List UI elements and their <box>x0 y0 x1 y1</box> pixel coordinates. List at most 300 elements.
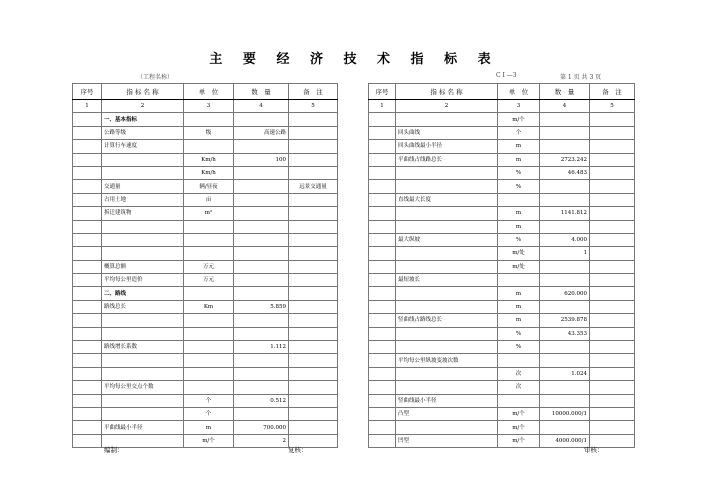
indicator-name-cell: 回头曲线 <box>396 126 498 139</box>
unit-cell: m <box>498 220 540 233</box>
table-row <box>73 341 338 354</box>
quantity-cell: 4000.000/1 <box>540 434 590 447</box>
quantity-cell <box>540 260 590 273</box>
row-index-cell <box>369 434 396 447</box>
row-index-cell <box>369 207 396 220</box>
row-index-cell <box>73 434 102 447</box>
row-index-cell <box>369 421 396 434</box>
unit-cell: 万元 <box>184 260 234 273</box>
remark-cell <box>590 140 635 153</box>
row-index-cell <box>73 126 102 139</box>
unit-cell <box>184 220 234 233</box>
remark-cell <box>289 166 338 179</box>
row-index-cell <box>73 300 102 313</box>
quantity-cell <box>540 274 590 287</box>
table-row <box>369 354 635 367</box>
column-number: 2 <box>102 100 184 113</box>
header-cell: 单 位 <box>498 84 540 100</box>
row-index-cell <box>73 233 102 246</box>
unit-cell: Km/h <box>184 153 234 166</box>
remark-cell <box>590 327 635 340</box>
quantity-cell: 10000.000/1 <box>540 407 590 420</box>
unit-cell <box>184 247 234 260</box>
row-index-cell <box>369 113 396 126</box>
header-cell: 序号 <box>73 84 102 100</box>
table-row <box>73 153 338 166</box>
indicator-name-cell: 拆迁建筑物 <box>102 207 184 220</box>
unit-cell: m/个 <box>184 434 234 447</box>
table-row <box>73 421 338 434</box>
quantity-cell: 100 <box>234 153 289 166</box>
unit-cell: Km/h <box>184 166 234 179</box>
unit-cell: % <box>498 341 540 354</box>
unit-cell <box>498 394 540 407</box>
indicator-name-cell: 公路等级 <box>102 126 184 139</box>
indicator-name-cell <box>396 220 498 233</box>
remark-cell <box>590 260 635 273</box>
quantity-cell <box>234 287 289 300</box>
table-row <box>73 381 338 394</box>
indicator-name-cell: 凸型 <box>396 407 498 420</box>
remark-cell <box>590 341 635 354</box>
row-index-cell <box>73 180 102 193</box>
remark-cell <box>289 367 338 380</box>
quantity-cell: 1141.812 <box>540 207 590 220</box>
row-index-cell <box>369 126 396 139</box>
quantity-cell: 2539.878 <box>540 314 590 327</box>
quantity-cell <box>234 233 289 246</box>
page-info: 第 1 页 共 3 页 <box>560 74 602 81</box>
table-row <box>73 220 338 233</box>
remark-cell <box>590 193 635 206</box>
remark-cell <box>289 113 338 126</box>
unit-cell <box>184 341 234 354</box>
unit-cell: m/个 <box>498 434 540 447</box>
remark-cell <box>590 180 635 193</box>
table-row <box>369 233 635 246</box>
quantity-cell <box>540 113 590 126</box>
column-number-row <box>73 100 338 113</box>
unit-cell: m <box>498 140 540 153</box>
quantity-cell <box>234 140 289 153</box>
document-code: C I —3 <box>496 72 517 79</box>
remark-cell <box>289 207 338 220</box>
row-index-cell <box>369 354 396 367</box>
indicator-name-cell: 竖曲线占路线总长 <box>396 314 498 327</box>
quantity-cell <box>234 274 289 287</box>
table-row <box>369 367 635 380</box>
table-row <box>369 260 635 273</box>
unit-cell: m <box>498 153 540 166</box>
unit-cell: m <box>498 207 540 220</box>
quantity-cell: 高速公路 <box>234 126 289 139</box>
row-index-cell <box>73 247 102 260</box>
unit-cell <box>184 327 234 340</box>
row-index-cell <box>73 341 102 354</box>
unit-cell: 个 <box>184 407 234 420</box>
remark-cell <box>289 247 338 260</box>
row-index-cell <box>369 314 396 327</box>
column-number: 5 <box>590 100 635 113</box>
table-row <box>73 327 338 340</box>
remark-cell <box>590 367 635 380</box>
indicator-name-cell: 二、路线 <box>102 287 184 300</box>
unit-cell <box>498 354 540 367</box>
table-row <box>73 274 338 287</box>
indicator-name-cell <box>102 166 184 179</box>
quantity-cell: 2723.242 <box>540 153 590 166</box>
unit-cell: 辆/昼夜 <box>184 180 234 193</box>
unit-cell <box>184 354 234 367</box>
row-index-cell <box>369 381 396 394</box>
indicator-name-cell: 概算总额 <box>102 260 184 273</box>
quantity-cell <box>234 207 289 220</box>
row-index-cell <box>73 381 102 394</box>
remark-cell <box>590 421 635 434</box>
row-index-cell <box>369 327 396 340</box>
table-row <box>73 367 338 380</box>
footer-auditor: 审核： <box>584 446 604 454</box>
row-index-cell <box>369 367 396 380</box>
table-row <box>369 287 635 300</box>
table-row <box>73 140 338 153</box>
quantity-cell <box>234 381 289 394</box>
quantity-cell <box>234 260 289 273</box>
unit-cell: m² <box>184 207 234 220</box>
unit-cell: % <box>498 327 540 340</box>
remark-cell <box>289 421 338 434</box>
remark-cell <box>590 381 635 394</box>
header-cell: 序号 <box>369 84 396 100</box>
quantity-cell <box>540 354 590 367</box>
row-index-cell <box>369 274 396 287</box>
table-row <box>369 247 635 260</box>
quantity-cell <box>234 220 289 233</box>
unit-cell: m/个 <box>498 113 540 126</box>
table-row <box>73 193 338 206</box>
row-index-cell <box>369 166 396 179</box>
table-row <box>369 166 635 179</box>
indicator-name-cell <box>396 260 498 273</box>
remark-cell <box>590 247 635 260</box>
row-index-cell <box>73 166 102 179</box>
quantity-cell <box>540 220 590 233</box>
column-number: 1 <box>73 100 102 113</box>
indicator-name-cell <box>396 287 498 300</box>
table-row <box>73 207 338 220</box>
remark-cell <box>590 354 635 367</box>
row-index-cell <box>73 421 102 434</box>
indicator-name-cell <box>102 247 184 260</box>
unit-cell: m <box>498 314 540 327</box>
table-header <box>369 84 635 100</box>
indicator-name-cell: 凹型 <box>396 434 498 447</box>
indicator-name-cell: 计算行车速度 <box>102 140 184 153</box>
quantity-cell: 1.112 <box>234 341 289 354</box>
row-index-cell <box>73 327 102 340</box>
table-row <box>369 193 635 206</box>
quantity-cell <box>540 140 590 153</box>
unit-cell <box>184 367 234 380</box>
table-row <box>369 113 635 126</box>
table-row <box>369 274 635 287</box>
remark-cell <box>289 394 338 407</box>
quantity-cell <box>234 314 289 327</box>
indicator-name-cell: 回头曲线最小半径 <box>396 140 498 153</box>
remark-cell <box>590 314 635 327</box>
project-name-label: （工程名称） <box>137 74 174 81</box>
unit-cell: m/个 <box>498 407 540 420</box>
indicator-name-cell: 路线总长 <box>102 300 184 313</box>
table-row <box>73 300 338 313</box>
quantity-cell <box>234 327 289 340</box>
unit-cell: 次 <box>498 381 540 394</box>
unit-cell: % <box>498 233 540 246</box>
quantity-cell: 0.512 <box>234 394 289 407</box>
table-row <box>369 327 635 340</box>
unit-cell: 个 <box>498 126 540 139</box>
unit-cell: m <box>184 421 234 434</box>
indicator-table-left <box>72 83 338 448</box>
table-row <box>369 314 635 327</box>
remark-cell <box>289 287 338 300</box>
remark-cell <box>590 274 635 287</box>
indicator-name-cell <box>396 421 498 434</box>
header-cell: 单 位 <box>184 84 234 100</box>
quantity-cell <box>540 341 590 354</box>
remark-cell <box>289 381 338 394</box>
indicator-name-cell <box>102 314 184 327</box>
table-row <box>73 354 338 367</box>
header-cell: 指 标 名 称 <box>102 84 184 100</box>
row-index-cell <box>369 394 396 407</box>
row-index-cell <box>73 394 102 407</box>
row-index-cell <box>73 314 102 327</box>
indicator-name-cell <box>396 247 498 260</box>
column-number: 1 <box>369 100 396 113</box>
row-index-cell <box>73 207 102 220</box>
header-cell: 指 标 名 称 <box>396 84 498 100</box>
quantity-cell <box>540 381 590 394</box>
column-number: 4 <box>234 100 289 113</box>
indicator-name-cell <box>102 407 184 420</box>
quantity-cell: 1 <box>540 247 590 260</box>
table-row <box>73 287 338 300</box>
remark-cell <box>590 153 635 166</box>
indicator-table-right <box>368 83 635 448</box>
header-cell: 备 注 <box>590 84 635 100</box>
remark-cell <box>289 274 338 287</box>
row-index-cell <box>73 354 102 367</box>
row-index-cell <box>369 407 396 420</box>
unit-cell: m <box>498 300 540 313</box>
unit-cell <box>498 274 540 287</box>
remark-cell <box>289 260 338 273</box>
table-row <box>73 394 338 407</box>
quantity-cell <box>234 113 289 126</box>
table-row <box>369 341 635 354</box>
quantity-cell <box>234 407 289 420</box>
indicator-name-cell: 路线增长系数 <box>102 341 184 354</box>
table-row <box>369 407 635 420</box>
row-index-cell <box>369 287 396 300</box>
quantity-cell: 2 <box>234 434 289 447</box>
remark-cell <box>590 126 635 139</box>
remark-cell <box>289 233 338 246</box>
unit-cell: m/处 <box>498 247 540 260</box>
unit-cell <box>498 193 540 206</box>
remark-cell <box>289 354 338 367</box>
indicator-name-cell: 平均每公里纵坡变坡次数 <box>396 354 498 367</box>
row-index-cell <box>369 300 396 313</box>
quantity-cell <box>540 193 590 206</box>
unit-cell: % <box>498 180 540 193</box>
table-row <box>73 113 338 126</box>
quantity-cell <box>234 367 289 380</box>
unit-cell: m <box>498 287 540 300</box>
remark-cell <box>289 220 338 233</box>
table-row <box>369 180 635 193</box>
row-index-cell <box>73 153 102 166</box>
indicator-name-cell <box>396 166 498 179</box>
remark-cell <box>590 166 635 179</box>
remark-cell <box>590 207 635 220</box>
indicator-name-cell <box>102 354 184 367</box>
header-cell: 数 量 <box>234 84 289 100</box>
column-number-row <box>369 100 635 113</box>
indicator-name-cell <box>396 341 498 354</box>
indicator-name-cell: 平曲线占线路总长 <box>396 153 498 166</box>
quantity-cell <box>234 180 289 193</box>
header-cell: 备 注 <box>289 84 338 100</box>
row-index-cell <box>73 193 102 206</box>
table-row <box>369 421 635 434</box>
column-number: 3 <box>498 100 540 113</box>
indicator-name-cell: 最大纵坡 <box>396 233 498 246</box>
quantity-cell: 620.000 <box>540 287 590 300</box>
row-index-cell <box>369 180 396 193</box>
page-title: 主 要 经 济 技 术 指 标 表 <box>209 52 499 67</box>
indicator-name-cell: 交通量 <box>102 180 184 193</box>
row-index-cell <box>369 260 396 273</box>
unit-cell: 级 <box>184 126 234 139</box>
table-row <box>369 207 635 220</box>
table-row <box>73 166 338 179</box>
remark-cell <box>590 300 635 313</box>
indicator-name-cell <box>102 220 184 233</box>
remark-cell <box>590 394 635 407</box>
row-index-cell <box>73 274 102 287</box>
quantity-cell <box>234 193 289 206</box>
row-index-cell <box>369 220 396 233</box>
unit-cell <box>184 287 234 300</box>
indicator-name-cell <box>396 113 498 126</box>
row-index-cell <box>369 153 396 166</box>
row-index-cell <box>369 193 396 206</box>
row-index-cell <box>369 233 396 246</box>
indicator-name-cell: 一、基本指标 <box>102 113 184 126</box>
table-row <box>73 247 338 260</box>
footer-compiler: 编制： <box>104 446 124 454</box>
table-row <box>73 260 338 273</box>
table-row <box>369 300 635 313</box>
quantity-cell: 5.859 <box>234 300 289 313</box>
row-index-cell <box>369 140 396 153</box>
indicator-name-cell: 平均每公里造价 <box>102 274 184 287</box>
unit-cell: m/个 <box>498 421 540 434</box>
footer-reviewer: 复核： <box>288 446 308 454</box>
quantity-cell <box>540 180 590 193</box>
column-number: 5 <box>289 100 338 113</box>
indicator-name-cell: 直线最大长度 <box>396 193 498 206</box>
table-row <box>369 140 635 153</box>
indicator-name-cell: 平均每公里交点个数 <box>102 381 184 394</box>
indicator-name-cell <box>102 233 184 246</box>
row-index-cell <box>73 367 102 380</box>
remark-cell <box>289 341 338 354</box>
table-row <box>369 126 635 139</box>
indicator-name-cell <box>396 381 498 394</box>
row-index-cell <box>73 113 102 126</box>
row-index-cell <box>73 407 102 420</box>
quantity-cell <box>234 166 289 179</box>
indicator-name-cell: 竖曲线最小半径 <box>396 394 498 407</box>
row-index-cell <box>73 140 102 153</box>
column-number: 3 <box>184 100 234 113</box>
table-row <box>73 180 338 193</box>
column-number: 4 <box>540 100 590 113</box>
remark-cell <box>289 300 338 313</box>
row-index-cell <box>369 341 396 354</box>
unit-cell: 次 <box>498 367 540 380</box>
indicator-name-cell <box>102 327 184 340</box>
quantity-cell <box>234 247 289 260</box>
table-row <box>73 314 338 327</box>
row-index-cell <box>73 287 102 300</box>
table-header <box>73 84 338 100</box>
quantity-cell: 46.483 <box>540 166 590 179</box>
indicator-name-cell <box>396 180 498 193</box>
indicator-name-cell <box>396 327 498 340</box>
indicator-name-cell <box>102 367 184 380</box>
remark-cell <box>289 327 338 340</box>
quantity-cell <box>540 126 590 139</box>
quantity-cell: 4.000 <box>540 233 590 246</box>
table-row <box>369 220 635 233</box>
indicator-name-cell <box>396 300 498 313</box>
remark-cell <box>289 407 338 420</box>
remark-cell <box>590 220 635 233</box>
remark-cell <box>590 407 635 420</box>
indicator-name-cell: 占用土地 <box>102 193 184 206</box>
unit-cell <box>184 140 234 153</box>
quantity-cell: 1.024 <box>540 367 590 380</box>
unit-cell <box>184 381 234 394</box>
unit-cell <box>184 314 234 327</box>
unit-cell: 亩 <box>184 193 234 206</box>
unit-cell <box>184 233 234 246</box>
unit-cell: Km <box>184 300 234 313</box>
quantity-cell: 43.353 <box>540 327 590 340</box>
quantity-cell <box>540 300 590 313</box>
indicator-name-cell <box>102 394 184 407</box>
remark-cell <box>590 233 635 246</box>
unit-cell: 万元 <box>184 274 234 287</box>
table-row <box>73 233 338 246</box>
indicator-name-cell: 最短坡长 <box>396 274 498 287</box>
remark-cell <box>590 287 635 300</box>
remark-cell <box>590 113 635 126</box>
